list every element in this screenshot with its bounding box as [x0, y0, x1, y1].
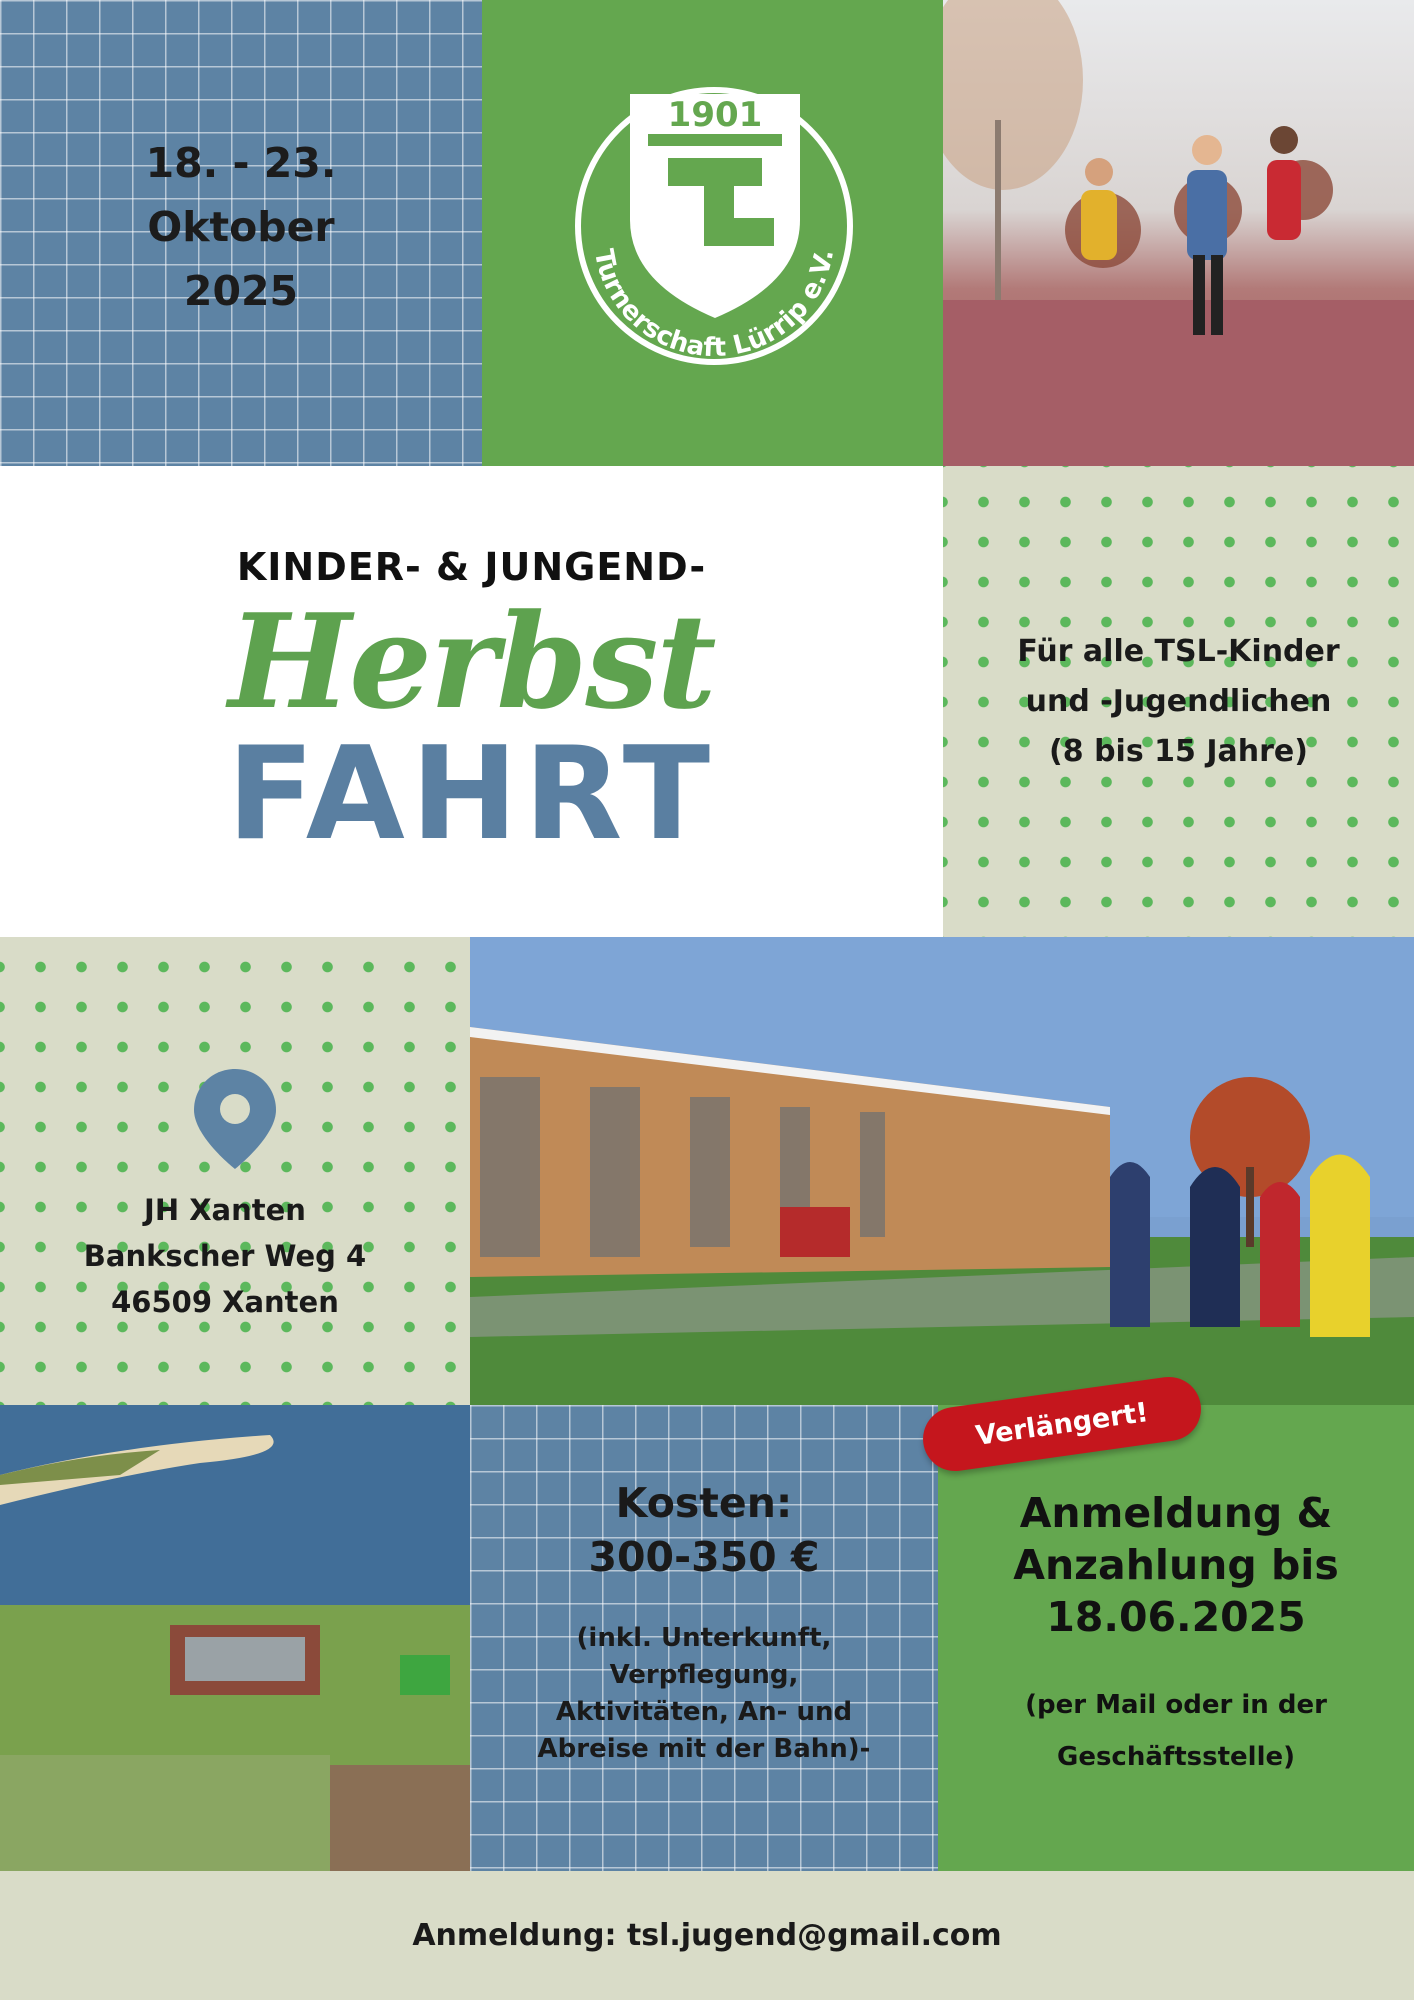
audience-line-1: Für alle TSL-Kinder — [1017, 633, 1340, 669]
registration-title-2: Anzahlung bis — [1013, 1541, 1339, 1589]
location-name: JH Xanten — [144, 1193, 306, 1227]
costs-note-3: Aktivitäten, An- und — [555, 1697, 853, 1727]
registration-deadline: 18.06.2025 — [1046, 1593, 1306, 1641]
costs-panel — [470, 1405, 938, 1871]
registration-note-1: (per Mail oder in der — [1025, 1690, 1327, 1720]
costs-title: Kosten: — [615, 1479, 793, 1527]
photo-illustration — [943, 0, 1414, 466]
date-panel — [0, 0, 482, 466]
logo-panel — [482, 0, 943, 466]
title-script-word: Herbst — [228, 584, 715, 738]
title-panel — [0, 466, 943, 937]
logo-club-name: Turnerschaft Lürrip e.V. — [587, 246, 841, 364]
audience-line-3: (8 bis 15 Jahre) — [1049, 733, 1308, 769]
costs-note-4: Abreise mit der Bahn)- — [537, 1734, 871, 1764]
costs-note-1: (inkl. Unterkunft, — [576, 1623, 832, 1653]
footer — [0, 1871, 1414, 2000]
costs-amount: 300-350 € — [588, 1533, 820, 1581]
audience-line-2: und -Jugendlichen — [1025, 683, 1332, 719]
aerial-illustration — [0, 1405, 470, 1871]
club-logo — [482, 0, 943, 466]
location-panel — [0, 937, 470, 1405]
registration-note-2: Geschäftsstelle) — [1056, 1742, 1295, 1772]
audience-panel — [943, 466, 1414, 937]
aerial-lake-photo — [0, 1405, 470, 1871]
building-illustration — [470, 937, 1414, 1405]
costs-note-2: Verpflegung, — [609, 1660, 799, 1690]
map-pin-icon — [190, 1067, 280, 1171]
location-street: Bankscher Weg 4 — [83, 1239, 367, 1273]
footer-contact-email[interactable]: Anmeldung: tsl.jugend@gmail.com — [412, 1918, 1002, 1953]
title-main-word: FAHRT — [226, 719, 717, 869]
registration-panel — [938, 1405, 1414, 1871]
hostel-building-photo — [470, 937, 1414, 1405]
title-kicker: KINDER- & JUNGEND- — [236, 544, 707, 589]
registration-title-1: Anmeldung & — [1019, 1489, 1333, 1537]
logo-year: 1901 — [667, 95, 763, 135]
date-line-2: Oktober — [147, 203, 335, 251]
date-line-3: 2025 — [183, 267, 299, 315]
kids-leaves-photo — [943, 0, 1414, 466]
date-line-1: 18. - 23. — [145, 139, 337, 187]
extended-badge: Verlängert! — [919, 1373, 1205, 1475]
location-city: 46509 Xanten — [111, 1285, 339, 1319]
